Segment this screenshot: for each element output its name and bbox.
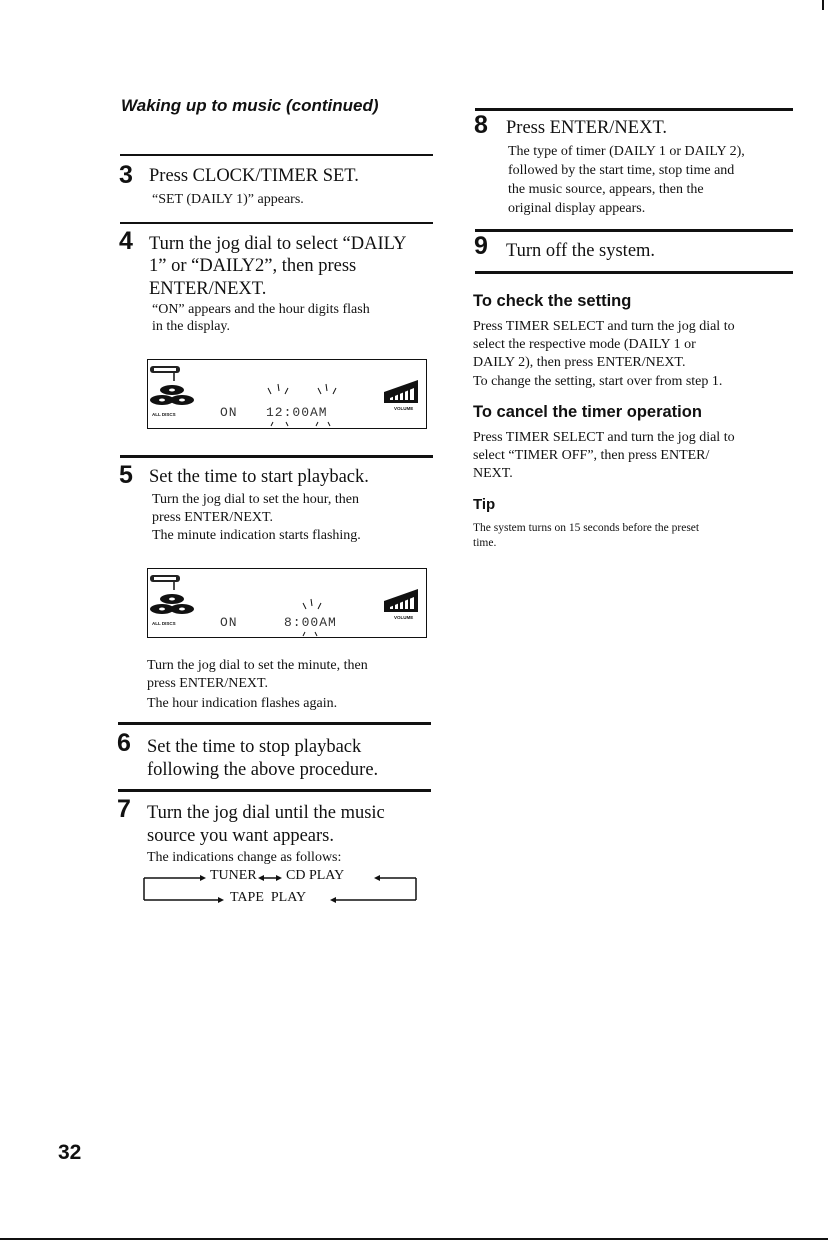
step-text: The minute indication starts flashing.: [152, 528, 361, 543]
cancel-text: NEXT.: [473, 466, 513, 481]
step-text: press ENTER/NEXT.: [147, 676, 269, 691]
step-heading-line: ENTER/NEXT.: [149, 279, 267, 299]
step-text: original display appears.: [508, 201, 646, 216]
step-text: “ON” appears and the hour digits flash: [152, 302, 370, 317]
step-text: The type of timer (DAILY 1 or DAILY 2),: [508, 144, 745, 159]
lcd-on-text: ON: [220, 615, 238, 630]
step-number: 5: [119, 461, 133, 489]
step-number: 4: [119, 227, 133, 255]
step-number: 3: [119, 161, 133, 189]
tip-text: time.: [473, 537, 497, 549]
lcd-display: [147, 359, 427, 429]
step-heading-line: Set the time to stop playback: [147, 737, 362, 757]
step-number: 8: [474, 111, 488, 139]
step-heading: Press ENTER/NEXT.: [506, 118, 667, 138]
flow-cd-play: CD PLAY: [286, 868, 345, 883]
divider: [475, 108, 793, 111]
step-number: 6: [117, 729, 131, 757]
page-number: 32: [58, 1141, 82, 1164]
step-text: Turn the jog dial to set the hour, then: [152, 492, 359, 507]
flow-tape-play: TAPE PLAY: [230, 890, 307, 905]
step-heading: Turn off the system.: [506, 241, 656, 261]
edge-mark: [822, 0, 824, 10]
divider: [475, 229, 793, 232]
divider: [120, 154, 433, 156]
step-text: Turn the jog dial to set the minute, then: [147, 658, 368, 673]
step-text: followed by the start time, stop time and: [508, 163, 735, 178]
lcd-display: [147, 568, 427, 638]
tip-text: The system turns on 15 seconds before the preset: [473, 522, 700, 534]
step-heading-line: following the above procedure.: [147, 760, 379, 780]
divider: [120, 455, 433, 458]
step-text: the music source, appears, then the: [508, 182, 704, 197]
cancel-text: select “TIMER OFF”, then press ENTER/: [473, 448, 710, 463]
divider: [120, 222, 433, 224]
check-text: select the respective mode (DAILY 1 or: [473, 337, 696, 352]
divider: [118, 789, 431, 792]
lcd-on-text: ON: [220, 405, 238, 420]
check-heading: To check the setting: [473, 292, 632, 310]
divider: [475, 271, 793, 274]
volume-label: VOLUME: [394, 615, 414, 620]
check-text: Press TIMER SELECT and turn the jog dial to: [473, 319, 735, 334]
step-text: The indications change as follows:: [147, 850, 342, 865]
all-discs-label: ALL DISCS: [152, 621, 176, 626]
step-text: “SET (DAILY 1)” appears.: [152, 192, 304, 207]
bottom-edge-rule: [0, 1238, 828, 1240]
cancel-heading: To cancel the timer operation: [473, 403, 702, 421]
section-title: Waking up to music (continued): [121, 96, 379, 115]
step-heading: Set the time to start playback.: [149, 467, 369, 487]
step-text: press ENTER/NEXT.: [152, 510, 274, 525]
flow-tuner: TUNER: [210, 868, 257, 883]
step-heading-line: Turn the jog dial to select “DAILY: [149, 234, 407, 254]
step-heading-line: Turn the jog dial until the music: [147, 803, 385, 823]
step-heading-line: source you want appears.: [147, 826, 334, 846]
divider: [118, 722, 431, 725]
lcd-time-text: 8:00AM: [284, 615, 337, 630]
step-text: in the display.: [152, 319, 231, 334]
tip-heading: Tip: [473, 496, 496, 513]
cancel-text: Press TIMER SELECT and turn the jog dial to: [473, 430, 735, 445]
step-number: 9: [474, 232, 488, 260]
step-heading-line: 1” or “DAILY2”, then press: [149, 256, 357, 276]
lcd-time-text: 12:00AM: [266, 405, 328, 420]
volume-label: VOLUME: [394, 406, 414, 411]
step-text: The hour indication flashes again.: [147, 696, 338, 711]
step-number: 7: [117, 795, 131, 823]
step-heading: Press CLOCK/TIMER SET.: [149, 166, 359, 186]
check-text: DAILY 2), then press ENTER/NEXT.: [473, 355, 686, 370]
all-discs-label: ALL DISCS: [152, 412, 176, 417]
check-text: To change the setting, start over from step 1.: [473, 374, 723, 389]
